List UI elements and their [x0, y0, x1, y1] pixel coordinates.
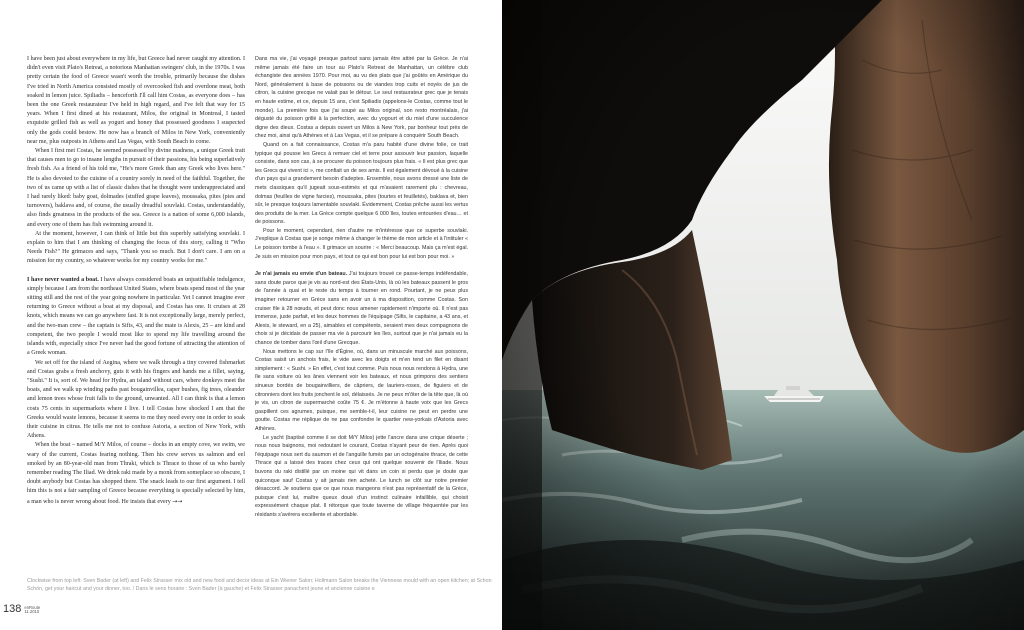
paragraph [27, 276, 245, 359]
paragraph-body: J'ai toujours trouvé ce passe-temps indéfendable, sans doute parce que je vis au nord-est des États-Unis, là où les bateaux passent le gros de l'année à quai et le reste du temps à tourner en rond. Pourtant, je ne peux plus imaginer retourner en Grèce sans en avoir un à ma disposition, comme Costas. Son cruiser file à 28 nœuds, et peut donc nous amener rapidement n'importe où. Il n'est pas immense, juste parfait, et les deux hommes de l'équipage (Sifis, le capitaine, a 43 ans, et Alexis, le steward, en a 25), aimables et compétents, seraient mes deux compagnons de choix si je décidais de passer ma vie à parcourir les îles, surtout que je n'ai jamais eu la chance de tomber dans l'œil d'une Grecque. [255, 271, 468, 346]
article-column-english [27, 55, 245, 565]
continue-arrow: →→ [172, 497, 183, 505]
magazine-title: enRoute [24, 604, 41, 610]
paragraph [255, 270, 468, 347]
vignette [502, 0, 1024, 630]
photo-caption: Clockwise from top left: Sven Bader (at left) and Felix Strasser mix old and new food and decor ideas at Ein Wiener Salon; Hollmann Salon breaks the Viennese mould with an open kitchen; at Schon Schön, get your haircut and your dinner, too. / Dans le sens horaire : Sven Bader (à gauche) et Felix Strasser panachent jeune et ancienne cuisine e [27, 578, 492, 593]
paragraph: Quand on a fait connaissance, Costas m'a paru habité d'une divine folie, ce trait typique qui pousse les Grecs à remuer ciel et terre pour assouvir leur passion, laquelle consiste, dans son cas, à se procurer du poisson toujours plus frais. « Il est plus grec que les Grecs qui vivent ici », me confiait un de ses amis. Il est également dévoué à la cuisine d'un pays qui a grandement besoin d'adeptes. Ensemble, nous avons dressé une liste de mets classiques qu'il jugeait sous-estimés et qui m'avaient rarement plu : chevreau, dolmas (feuilles de vigne farcies), moussaka, pites (tourtes et feuilletés), baklava et, bien sûr, le presque toujours lamentable souvlaki. Évidemment, Costas prêche aussi les vertus des produits de la mer. La Grèce compte quelque 6 000 îles, toutes entourées d'eau… et de poissons. [255, 141, 468, 226]
paragraph: Pour le moment, cependant, rien d'autre ne m'intéresse que ce superbe souvlaki. J'explique à Costas que je songe même à changer le thème de mon article et à l'intituler « Le poisson tombe à l'eau ». Il grimace un sourire : « Merci beaucoup. Mais ça m'est égal. Je suis en mission pour mon pays, et tout ce qui est bon pour lui est bon pour moi. » [255, 227, 468, 260]
folio [3, 604, 40, 615]
paragraph-body: When the boat – named M/Y Milos, of course – docks in an empty cove, we swim, we wary of the current, Costas fearing nothing. Then his crew serves us salmon and eel smoked by an 80-year-old man from Thraki, which is Thrace to those of us who barely remember reading The Iliad. We drink raki made by a monk from someplace so obscure, I doubt anybody but Costas has shopped there. The snack leads to our first argument. I tell him this is not a fair sampling of Greece because everything is specially selected by him, a man who is never wrong about food. He insists that every [27, 442, 245, 505]
magazine-name [24, 606, 40, 615]
page-number: 138 [3, 603, 22, 615]
lead-in: I have never wanted a boat. [27, 276, 99, 283]
photo-illustration [502, 0, 1024, 630]
sea-cave-photo [502, 0, 1024, 630]
paragraph: We set off for the island of Aegina, where we walk through a tiny covered fishmarket and Costas grabs a fresh anchovy, guts it with his fingers and hands me a fillet, saying, "Sushi." It is, sort of. We head for Hydra, an island without cars, where donkeys meet the boats, and we walk up winding paths past bougainvillea, caper bushes, fig trees, oleander and lemon trees whose fruit falls to the ground, unwanted. All I can think is that a lemon costs 75 cents in supermarkets where I live. I tell Costas how shocked I am that the Greeks would waste lemons, because it seems to me they need every one in order to soak their cuisine in citrus. He tells me not to confuse Astoria, a section of New York, with Athens. [27, 359, 245, 440]
paragraph: Le yacht (baptisé comme il se doit M/Y Milos) jette l'ancre dans une crique déserte ; nous nous baignons, moi redoutant le courant, Costas n'ayant peur de rien. Après quoi l'équipage nous sert du saumon et de l'anguille fumés par un octogénaire thrace, de cette Thrace qui a laissé des traces chez ceux qui ont quelque souvenir de l'Iliade. Nous buvons du raki distillé par un moine qui vit dans un coin si perdu que je doute que quiconque sauf Costas y ait jamais rien acheté. Le lunch se clôt sur notre premier désaccord. Je soutiens que ce que nous mangeons n'est pas représentatif de la Grèce, puisque c'est lui, maître queux doué d'un instinct culinaire infaillible, qui choisit expressément chaque plat. Il rétorque que toute taverne de village fréquentée par les résidants s'avérera excellente et abordable. [255, 434, 468, 518]
left-page [0, 0, 502, 630]
paragraph: When I first met Costas, he seemed possessed by divine madness, a unique Greek trait that causes men to go to insane lengths in pursuit of their passions, his being superlatively fresh fish. As a friend of his told me, "He's more Greek than any Greek who lives here." He is also devoted to the cuisine of a country sorely in need of the faithful. Together, the two of us came up with a list of classic dishes that he thought were underappreciated and I had rarely liked: baby goat, dolmades (stuffed grape leaves), moussaka, pites (pies and turnovers), baklava and, of course, the usually dreadful souvlaki. Costas, understandably, also finds greatness in the products of the sea. Greece is a nation of some 6,000 islands, and every one of them has fish swimming around it. [27, 148, 245, 228]
lead-in: Je n'ai jamais eu envie d'un bateau. [255, 271, 348, 278]
paragraph: I have been just about everywhere in my life, but Greece had never caught my attention. I didn't even visit Plato's Retreat, a notorious Manhattan swingers' club, in the 1970s. I was pretty certain the food of Greece wasn't worth the trouble, primarily because the dishes I've tried in North America consisted mostly of overcooked fish and overdone meat, both soaked in lemon juice. Spiliadis – henceforth I'll call him Costas, as everyone does – has been the one Greek restaurateur I've held in high regard, and I've felt that way for 15 years. When I first dined at his restaurant, Milos, the original in Montreal, I tasted exquisite grilled fish as well as yogurt and honey that possessed goodness I suspected only the gods could bestow. He now has a branch of Milos in New York, conveniently near me, plus outposts in Athens and Las Vegas, with South Beach to come. [27, 56, 245, 145]
paragraph: Dans ma vie, j'ai voyagé presque partout sans jamais être attiré par la Grèce. Je n'ai même jamais été faire un tour au Plato's Retreat de Manhattan, un célèbre club échangiste des années 1970. Pour moi, au vu des plats que j'ai goûtés en Amérique du Nord, généralement à base de poissons ou de viandes trop cuits et noyés de jus de citron, la cuisine grecque ne valait pas le détour. Le seul restaurateur grec que je tenais en haute estime, et ce, depuis 15 ans, c'est Spiliadis (appelons-le Costas, comme tout le monde). La première fois que j'ai soupé au Milos original, son resto montréalais, j'ai dégusté du poisson grillé à la perfection, avec du yogourt et du miel d'une succulence digne des dieux. Costas a depuis ouvert un Milos à New York, par bonheur tout près de chez moi, ainsi qu'à Athènes et à Las Vegas, et il se prépare à conquérir South Beach. [255, 56, 468, 140]
article-column-french [255, 55, 468, 588]
paragraph [27, 441, 245, 506]
issue-date: 11.2010 [24, 609, 40, 615]
paragraph: Nous mettons le cap sur l'île d'Égine, où, dans un minuscule marché aux poissons, Costas saisit un anchois frais, le vide avec les doigts et m'en tend un filet en disant simplement : « Sushi. » En effet, c'est tout comme. Puis nous nous rendons à Hydra, une île sans voiture où les ânes viennent voir les bateaux, et nous grimpons des sentiers sinueux bordés de bougainvilliers, de câpriers, de lauriers-roses, de figuiers et de citronniers dont les fruits jonchent le sol, délaissés. Je ne peux m'ôter de la tête que, là où je vis, un citron de supermarché coûte 75 ¢. Je m'étonne à haute voix que les Grecs gaspillent ces agrumes, puisque, me semble-t-il, leur cuisine ne peut en perdre une goutte. Costas me réplique de ne pas confondre le quartier new-yorkais d'Astoria avec Athènes. [255, 348, 468, 432]
paragraph: At the moment, however, I can think of little but this superbly satisfying souvlaki. I explain to him that I am thinking of changing the focus of this story, calling it "Who Needs Fish?" He grimaces and says, "Thank you so much. But I don't care. I am on a mission for my country, so whatever works for my country works for me." [27, 230, 245, 265]
paragraph-body: I have always considered boats an unjustifiable indulgence, simply because I am from the northeast United States, where boats spend most of the year sitting still and the rest of the year going nowhere in particular. Yet I cannot imagine ever returning to Greece without a boat at my disposal, and Costas has one. It cruises at 28 knots, which means we can go anywhere fast. It is not exceptionally large, merely perfect, and the two-man crew – the captain is Sifis, 43, and the mate is Alexis, 25 – are kind and competent, the two people I would most like to spend my life travelling around the islands with, especially since I've never had the good fortune of attracting the attention of a Greek woman. [27, 276, 245, 357]
